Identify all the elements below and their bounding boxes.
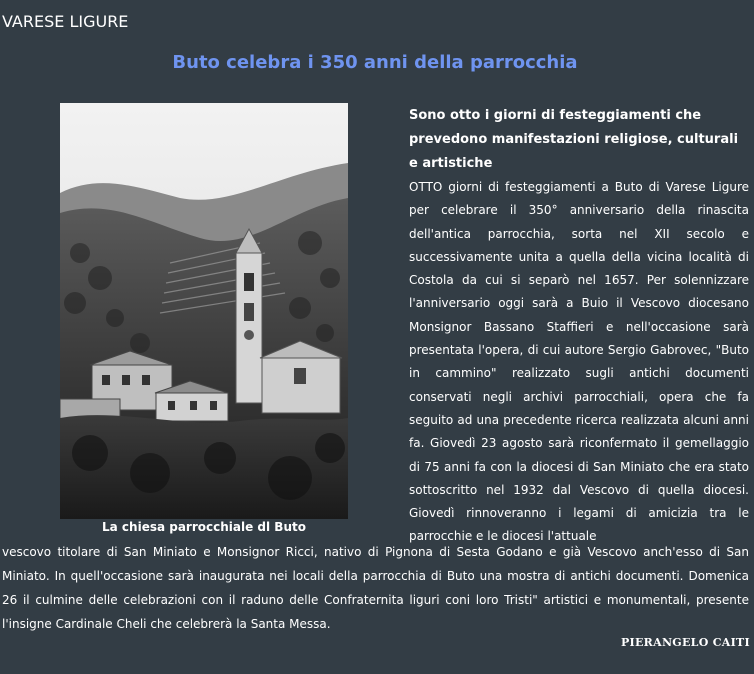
article-subhead: Sono otto i giorni di festeggiamenti che prevedono manifestazioni religiose, culturali e artistiche — [409, 108, 739, 171]
church-photo-image — [60, 103, 348, 519]
town-label: VARESE LIGURE — [2, 12, 129, 31]
article-body-continued: vescovo titolare di San Miniato e Monsignor Ricci, nativo di Pignona di Sesta Godano e già Vescovo anch'esso di San Miniato. In quell'occasione sarà inaugurata nei locali della parrocchia di Buto una mostra di antichi documenti. Domenica 26 il culmine delle celebrazioni con il raduno delle Confraternita liguri coni loro Tristi" artistici e monumentali, presente l'insigne Cardinale Cheli che celebrerà la Santa Messa. — [2, 545, 749, 631]
article-body-column: OTTO giorni di festeggiamenti a Buto di Varese Ligure per celebrare il 350° anniversario della rinascita dell'antica parrocchia, sorta nel XII secolo e successivamente unita a quella della vicina località di Costola da cui si separò nel 1657. Per solennizzare l'anniversario oggi sarà a Buio il Vescovo diocesano Monsignor Bassano Staffieri e nell'occasione sarà presentata l'opera, di cui autore Sergio Gabrovec, "Buto in cammino" realizzato sugli antichi documenti conservati negli archivi parrocchiali, opera che fa seguito ad una precedente ricerca realizzata alcuni anni fa. Giovedì 23 agosto sarà riconfermato il gemellaggio di 75 anni fa con la diocesi di San Miniato che era stato sottoscritto nel 1932 dal Vescovo di quella diocesi. Giovedì rinnoveranno i legami di amicizia tra le parrocchie e le diocesi l'attuale — [409, 180, 749, 544]
photo-caption: La chiesa parrocchiale dl Buto — [102, 520, 306, 534]
article-headline: Buto celebra i 350 anni della parrocchia — [172, 52, 578, 73]
church-photo — [60, 103, 348, 519]
article-author: PIERANGELO CAITI — [620, 636, 750, 649]
